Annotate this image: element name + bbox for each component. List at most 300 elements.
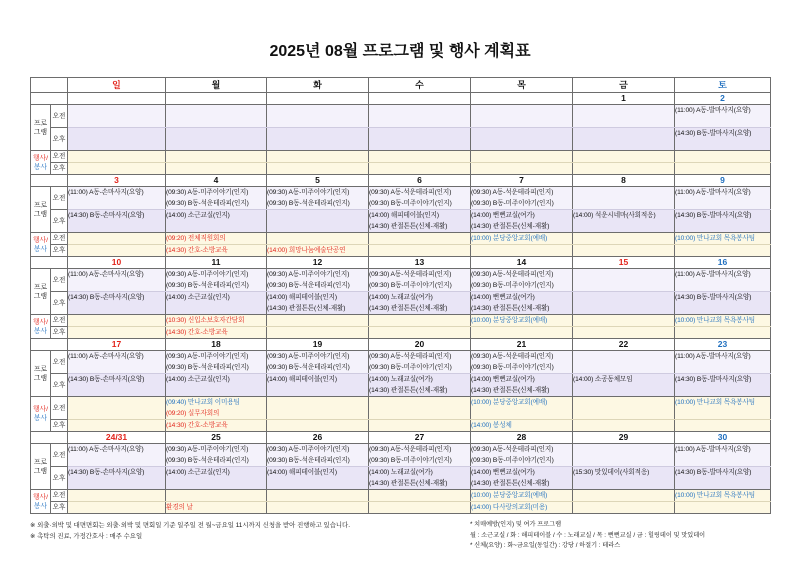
events-cell-sat xyxy=(675,315,771,327)
date-cell-sun: 24/31 xyxy=(68,432,166,444)
program-pm-label: 오후 xyxy=(51,374,68,397)
date-cell-thu: 21 xyxy=(471,339,573,351)
program-entry: (14:30) B동-손마사지(요양) xyxy=(68,212,145,219)
date-cell-wed xyxy=(369,93,471,105)
events-cell-thu xyxy=(471,245,573,257)
program-entry: (09:30) B동-석운테라피(인지) xyxy=(166,457,249,464)
program-cell-thu xyxy=(471,128,573,151)
program-cell-thu xyxy=(471,292,573,315)
events-cell-sun xyxy=(68,233,166,245)
events-cell-mon xyxy=(166,420,267,432)
program-am-label: 오전 xyxy=(51,269,68,292)
events-cell-tue xyxy=(267,315,369,327)
program-cell-fri xyxy=(573,444,675,467)
program-cell-mon xyxy=(166,444,267,467)
program-am-label: 오전 xyxy=(51,351,68,374)
events-group-label-line: 행사/ xyxy=(32,318,49,326)
program-entry: (14:00) 해피테이블(인지) xyxy=(267,376,338,383)
program-cell-thu xyxy=(471,187,573,210)
program-entry: (09:30) A동-석운테라피(인지) xyxy=(369,353,452,360)
program-group-label-line: 그램 xyxy=(33,292,48,300)
program-am-row xyxy=(31,105,771,128)
program-entry: (14:30) B동-손마사지(요양) xyxy=(68,469,145,476)
week-date-row xyxy=(31,339,771,351)
program-entry: (11:00) A동-발마사지(요양) xyxy=(675,107,751,114)
header-corner xyxy=(31,78,68,93)
date-cell-tue: 19 xyxy=(267,339,369,351)
date-cell-mon: 18 xyxy=(166,339,267,351)
program-entry: (14:30) 관절튼튼(신체-재활) xyxy=(369,223,448,230)
events-pm-label: 오후 xyxy=(51,502,68,514)
footer-notes-right xyxy=(470,520,770,552)
events-cell-wed xyxy=(369,490,471,502)
program-cell-wed xyxy=(369,351,471,374)
program-cell-fri xyxy=(573,351,675,374)
events-cell-mon xyxy=(166,327,267,339)
events-am-row xyxy=(31,151,771,163)
program-cell-tue xyxy=(267,105,369,128)
events-cell-tue xyxy=(267,420,369,432)
events-am-row xyxy=(31,490,771,502)
date-cell-tue: 12 xyxy=(267,257,369,269)
program-entry: (09:30) A동-석운테라피(인지) xyxy=(471,189,554,196)
weekday-header-row xyxy=(31,78,771,93)
events-cell-thu xyxy=(471,327,573,339)
event-entry: (10:00) 만나교회 목욕봉사팀 xyxy=(675,235,756,242)
program-entry: (09:30) A동-석운테라피(인지) xyxy=(471,353,554,360)
date-cell-mon: 4 xyxy=(166,175,267,187)
program-cell-thu xyxy=(471,105,573,128)
program-group-label xyxy=(31,269,51,315)
program-cell-sun xyxy=(68,351,166,374)
program-entry: (09:30) B동-석운테라피(인지) xyxy=(166,200,249,207)
date-cell-tue: 26 xyxy=(267,432,369,444)
program-entry: (09:30) B동-미주이야기(인지) xyxy=(471,457,554,464)
program-am-label: 오전 xyxy=(51,105,68,128)
program-am-label: 오전 xyxy=(51,187,68,210)
events-cell-mon xyxy=(166,315,267,327)
program-cell-thu xyxy=(471,210,573,233)
program-cell-fri xyxy=(573,269,675,292)
date-cell-sat: 9 xyxy=(675,175,771,187)
program-cell-mon xyxy=(166,467,267,490)
program-entry: (09:30) B동-미주이야기(인지) xyxy=(471,282,554,289)
program-cell-sun xyxy=(68,444,166,467)
program-cell-tue xyxy=(267,210,369,233)
events-cell-wed xyxy=(369,245,471,257)
events-cell-thu xyxy=(471,151,573,163)
program-cell-mon xyxy=(166,128,267,151)
events-cell-wed xyxy=(369,163,471,175)
program-entry: (09:30) B동-석운테라피(인지) xyxy=(267,457,350,464)
program-cell-mon xyxy=(166,351,267,374)
events-cell-wed xyxy=(369,151,471,163)
note-program-schedule: 월 : 소근교실 / 화 : 해피테이블 / 수 : 노래교실 / 목 : 뻔뻔교실 / 금 : 힐링데이 및 맛있데이 xyxy=(470,531,706,539)
events-pm-row xyxy=(31,502,771,514)
event-entry: (14:30) 간호-소방교육 xyxy=(166,329,228,336)
program-entry: (14:00) 뻔뻔교실(여가) xyxy=(471,376,535,383)
date-cell-wed: 27 xyxy=(369,432,471,444)
program-cell-sun xyxy=(68,187,166,210)
events-cell-tue xyxy=(267,397,369,420)
program-entry: (09:30) B동-석운테라피(인지) xyxy=(267,282,350,289)
events-cell-wed xyxy=(369,397,471,420)
date-cell-tue: 5 xyxy=(267,175,369,187)
event-entry: (14:00) 희망나눔예술단공연 xyxy=(267,247,346,254)
events-am-row xyxy=(31,397,771,420)
date-cell-fri: 15 xyxy=(573,257,675,269)
program-cell-sun xyxy=(68,210,166,233)
event-entry: (10:00) 만나교회 목욕봉사팀 xyxy=(675,317,756,324)
events-group-label xyxy=(31,233,51,257)
weekday-header-wed: 수 xyxy=(369,78,471,93)
program-entry: (14:00) 뻔뻔교실(여가) xyxy=(471,294,535,301)
events-am-row xyxy=(31,315,771,327)
events-pm-label: 오후 xyxy=(51,420,68,432)
events-cell-fri xyxy=(573,420,675,432)
events-cell-fri xyxy=(573,245,675,257)
program-cell-fri xyxy=(573,187,675,210)
events-cell-sat xyxy=(675,163,771,175)
program-am-row xyxy=(31,351,771,374)
program-am-row xyxy=(31,269,771,292)
events-cell-thu xyxy=(471,420,573,432)
program-entry: (11:00) A동-손마사지(요양) xyxy=(68,446,144,453)
weekday-header-mon: 월 xyxy=(166,78,267,93)
events-group-label-line: 봉사 xyxy=(33,415,48,422)
program-entry: (14:30) B동-발마사지(요양) xyxy=(675,294,752,301)
events-cell-tue xyxy=(267,163,369,175)
program-pm-row xyxy=(31,374,771,397)
events-cell-fri xyxy=(573,502,675,514)
events-pm-row xyxy=(31,327,771,339)
event-entry: (10:00) 만나교회 목욕봉사팀 xyxy=(675,492,756,499)
date-cell-mon xyxy=(166,93,267,105)
program-entry: (14:30) 관절튼튼(신체-재활) xyxy=(267,305,346,312)
program-entry: (14:30) B동-발마사지(요양) xyxy=(675,130,752,137)
weekday-header-sun: 일 xyxy=(68,78,166,93)
program-entry: (14:00) 소공동체모임 xyxy=(573,376,633,383)
note-doctor-schedule: ※ 촉탁의 진료, 가정간호사 : 매주 수요일 xyxy=(30,533,143,540)
date-cell-tue xyxy=(267,93,369,105)
events-cell-thu xyxy=(471,502,573,514)
events-cell-sat xyxy=(675,327,771,339)
program-cell-tue xyxy=(267,351,369,374)
events-cell-mon xyxy=(166,397,267,420)
program-am-row xyxy=(31,187,771,210)
events-cell-fri xyxy=(573,397,675,420)
date-row-spacer xyxy=(31,432,68,444)
events-am-label: 오전 xyxy=(51,397,68,420)
events-cell-sun xyxy=(68,502,166,514)
events-pm-row xyxy=(31,163,771,175)
footer-notes xyxy=(30,520,770,552)
events-pm-row xyxy=(31,420,771,432)
event-entry: (14:30) 간호-소방교육 xyxy=(166,247,228,254)
program-cell-tue xyxy=(267,292,369,315)
events-cell-thu xyxy=(471,233,573,245)
program-entry: (11:00) A동-손마사지(요양) xyxy=(68,353,144,360)
events-cell-sat xyxy=(675,490,771,502)
program-pm-row xyxy=(31,467,771,490)
program-entry: (09:30) B동-미주이야기(인지) xyxy=(369,457,452,464)
date-row-spacer xyxy=(31,175,68,187)
program-entry: (14:30) 관절튼튼(신체-재활) xyxy=(369,305,448,312)
event-entry: (09:20) 전체직원회의 xyxy=(166,235,226,242)
events-cell-mon xyxy=(166,502,267,514)
date-cell-wed: 13 xyxy=(369,257,471,269)
event-entry: (14:00) 다사랑의교회(미용) xyxy=(471,504,548,511)
program-entry: (14:00) 뻔뻔교실(여가) xyxy=(471,212,535,219)
events-group-label-line: 봉사 xyxy=(33,245,48,253)
date-cell-wed: 6 xyxy=(369,175,471,187)
program-entry: (09:30) B동-미주이야기(인지) xyxy=(369,364,452,371)
program-cell-sat xyxy=(675,269,771,292)
program-cell-wed xyxy=(369,269,471,292)
date-cell-sun xyxy=(68,93,166,105)
date-cell-fri: 22 xyxy=(573,339,675,351)
page-title: 2025년 08월 프로그램 및 행사 계획표 xyxy=(269,43,531,60)
program-cell-wed xyxy=(369,210,471,233)
program-cell-thu xyxy=(471,467,573,490)
program-cell-sat xyxy=(675,444,771,467)
program-entry: (14:00) 해피테이블(인지) xyxy=(267,294,338,301)
program-group-label-line: 프로 xyxy=(33,458,48,466)
date-cell-sat: 16 xyxy=(675,257,771,269)
program-entry: (09:30) B동-미주이야기(인지) xyxy=(471,364,554,371)
date-cell-thu xyxy=(471,93,573,105)
program-cell-tue xyxy=(267,269,369,292)
event-entry: (14:00) 봉성체 xyxy=(471,422,512,429)
program-entry: (14:30) 관절튼튼(신체-재활) xyxy=(471,305,550,312)
program-cell-tue xyxy=(267,444,369,467)
events-cell-sat xyxy=(675,397,771,420)
program-cell-thu xyxy=(471,269,573,292)
events-group-label-line: 행사/ xyxy=(32,493,49,501)
events-cell-tue xyxy=(267,245,369,257)
program-cell-mon xyxy=(166,187,267,210)
date-cell-thu: 14 xyxy=(471,257,573,269)
program-group-label-line: 프로 xyxy=(33,201,48,209)
program-am-label: 오전 xyxy=(51,444,68,467)
program-entry: (11:00) A동-손마사지(요양) xyxy=(68,271,144,278)
event-entry: (10:00) 분당중앙교회(예배) xyxy=(471,492,548,499)
events-am-label: 오전 xyxy=(51,233,68,245)
program-group-label-line: 프로 xyxy=(33,283,48,291)
program-cell-sat xyxy=(675,351,771,374)
program-entry: (14:30) B동-발마사지(요양) xyxy=(675,212,752,219)
events-cell-sat xyxy=(675,502,771,514)
program-pm-label: 오후 xyxy=(51,128,68,151)
events-cell-sun xyxy=(68,397,166,420)
program-pm-label: 오후 xyxy=(51,210,68,233)
events-am-label: 오전 xyxy=(51,490,68,502)
events-cell-sun xyxy=(68,245,166,257)
program-group-label xyxy=(31,351,51,397)
events-cell-thu xyxy=(471,397,573,420)
events-group-label xyxy=(31,490,51,514)
date-cell-fri: 1 xyxy=(573,93,675,105)
program-cell-fri xyxy=(573,292,675,315)
program-entry: (09:30) A동-석운테라피(인지) xyxy=(369,446,452,453)
program-entry: (11:00) A동-발마사지(요양) xyxy=(675,271,751,278)
program-cell-wed xyxy=(369,444,471,467)
events-group-label xyxy=(31,397,51,432)
week-date-row xyxy=(31,432,771,444)
events-cell-mon xyxy=(166,245,267,257)
program-entry: (11:00) A동-발마사지(요양) xyxy=(675,189,751,196)
events-cell-sat xyxy=(675,233,771,245)
events-cell-fri xyxy=(573,151,675,163)
program-group-label xyxy=(31,187,51,233)
program-entry: (14:00) 소근교실(인지) xyxy=(166,294,230,301)
program-cell-tue xyxy=(267,187,369,210)
program-entry: (09:30) A동-미주이야기(인지) xyxy=(166,353,249,360)
date-cell-thu: 7 xyxy=(471,175,573,187)
program-cell-mon xyxy=(166,210,267,233)
program-entry: (14:30) 관절튼튼(신체-재활) xyxy=(471,223,550,230)
event-entry: 환경의 날 xyxy=(166,504,193,511)
program-entry: (14:00) 소근교실(인지) xyxy=(166,212,230,219)
events-cell-sun xyxy=(68,151,166,163)
program-entry: (09:30) A동-석운테라피(인지) xyxy=(369,271,452,278)
weekday-header-thu: 목 xyxy=(471,78,573,93)
events-cell-tue xyxy=(267,327,369,339)
events-cell-tue xyxy=(267,233,369,245)
events-cell-wed xyxy=(369,233,471,245)
program-group-label-line: 그램 xyxy=(33,210,48,218)
program-cell-thu xyxy=(471,374,573,397)
program-cell-wed xyxy=(369,292,471,315)
program-group-label-line: 프로 xyxy=(33,365,48,373)
date-cell-sun: 3 xyxy=(68,175,166,187)
program-entry: (14:00) 소근교실(인지) xyxy=(166,469,230,476)
program-entry: (14:00) 노래교실(여가) xyxy=(369,469,433,476)
program-entry: (14:30) 관절튼튼(신체-재활) xyxy=(369,387,448,394)
event-entry: (14:30) 간호-소방교육 xyxy=(166,422,228,429)
events-cell-mon xyxy=(166,233,267,245)
program-cell-fri xyxy=(573,105,675,128)
program-entry: (14:00) 소근교실(인지) xyxy=(166,376,230,383)
events-cell-tue xyxy=(267,490,369,502)
program-cell-wed xyxy=(369,105,471,128)
program-entry: (09:30) A동-미주이야기(인지) xyxy=(267,189,350,196)
program-entry: (14:30) B동-발마사지(요양) xyxy=(675,469,752,476)
event-entry: (09:20) 실무자회의 xyxy=(166,410,220,417)
events-cell-fri xyxy=(573,327,675,339)
events-cell-sun xyxy=(68,420,166,432)
events-pm-label: 오후 xyxy=(51,327,68,339)
program-entry: (15:30) 맛있데이(사회적응) xyxy=(573,469,650,476)
date-cell-fri: 8 xyxy=(573,175,675,187)
events-am-row xyxy=(31,233,771,245)
program-entry: (14:00) 석운시네마(사회적응) xyxy=(573,212,656,219)
events-cell-thu xyxy=(471,490,573,502)
program-entry: (14:30) 관절튼튼(신체-재활) xyxy=(471,480,550,487)
program-group-label xyxy=(31,105,51,151)
program-cell-tue xyxy=(267,128,369,151)
events-group-label-line: 봉사 xyxy=(33,502,48,510)
program-cell-sun xyxy=(68,374,166,397)
program-group-label-line: 그램 xyxy=(33,374,48,382)
program-pm-row xyxy=(31,210,771,233)
calendar-weeks xyxy=(31,93,771,514)
program-cell-wed xyxy=(369,128,471,151)
program-entry: (09:30) A동-미주이야기(인지) xyxy=(166,271,249,278)
program-cell-sat xyxy=(675,467,771,490)
program-entry: (11:00) A동-발마사지(요양) xyxy=(675,353,751,360)
note-visit-policy: ※ 외출·외박 및 대면면회는 외출·외박 및 면회일 기준 일주일 전 월~금요일 11시까지 신청을 받아 진행하고 있습니다. xyxy=(30,522,351,529)
note-program-heading: * 치매예방(인지) 및 여가 프로그램 xyxy=(470,521,562,528)
program-cell-wed xyxy=(369,374,471,397)
program-cell-sat xyxy=(675,374,771,397)
date-row-spacer xyxy=(31,257,68,269)
events-cell-mon xyxy=(166,151,267,163)
events-group-label-line: 행사/ xyxy=(32,406,49,413)
program-group-label-line: 그램 xyxy=(33,467,48,475)
events-cell-sun xyxy=(68,163,166,175)
program-entry: (14:30) 관절튼튼(신체-재활) xyxy=(471,387,550,394)
events-cell-sat xyxy=(675,420,771,432)
program-cell-sat xyxy=(675,105,771,128)
program-cell-sat xyxy=(675,128,771,151)
events-cell-fri xyxy=(573,163,675,175)
events-pm-label: 오후 xyxy=(51,163,68,175)
footer-notes-left xyxy=(30,520,470,552)
events-cell-tue xyxy=(267,502,369,514)
events-group-label-line: 행사/ xyxy=(32,154,49,162)
program-entry: (09:30) A동-미주이야기(인지) xyxy=(166,446,249,453)
calendar-table xyxy=(30,77,771,514)
program-am-row xyxy=(31,444,771,467)
events-am-label: 오전 xyxy=(51,151,68,163)
program-cell-sat xyxy=(675,210,771,233)
event-entry: (10:00) 분당중앙교회(예배) xyxy=(471,235,548,242)
program-entry: (09:30) B동-석운테라피(인지) xyxy=(166,282,249,289)
program-entry: (09:30) A동-미주이야기(인지) xyxy=(267,271,350,278)
date-cell-mon: 11 xyxy=(166,257,267,269)
note-physical-program: * 신체(요양) : 화~금요일(동일간) : 강당 / 하절기 : 테라스 xyxy=(470,542,621,549)
program-entry: (09:30) A동-석운테라피(인지) xyxy=(471,446,554,453)
week-date-row xyxy=(31,175,771,187)
program-entry: (09:30) A동-석운테라피(인지) xyxy=(471,271,554,278)
program-group-label-line: 그램 xyxy=(33,128,48,136)
program-entry: (11:00) A동-발마사지(요양) xyxy=(675,446,751,453)
program-cell-sun xyxy=(68,128,166,151)
program-entry: (14:00) 노래교실(여가) xyxy=(369,294,433,301)
program-entry: (09:30) B동-미주이야기(인지) xyxy=(471,200,554,207)
program-entry: (14:30) B동-발마사지(요양) xyxy=(675,376,752,383)
program-pm-label: 오후 xyxy=(51,292,68,315)
date-cell-wed: 20 xyxy=(369,339,471,351)
weekday-header-tue: 화 xyxy=(267,78,369,93)
event-entry: (10:00) 분당중앙교회(예배) xyxy=(471,317,548,324)
program-cell-sun xyxy=(68,269,166,292)
program-cell-wed xyxy=(369,187,471,210)
program-cell-mon xyxy=(166,292,267,315)
program-cell-mon xyxy=(166,374,267,397)
program-cell-sat xyxy=(675,187,771,210)
program-group-label xyxy=(31,444,51,490)
events-cell-fri xyxy=(573,315,675,327)
events-am-label: 오전 xyxy=(51,315,68,327)
events-cell-mon xyxy=(166,490,267,502)
events-cell-sun xyxy=(68,315,166,327)
events-pm-row xyxy=(31,245,771,257)
program-entry: (14:00) 해피테이블(인지) xyxy=(267,469,338,476)
events-group-label xyxy=(31,151,51,175)
events-cell-wed xyxy=(369,502,471,514)
